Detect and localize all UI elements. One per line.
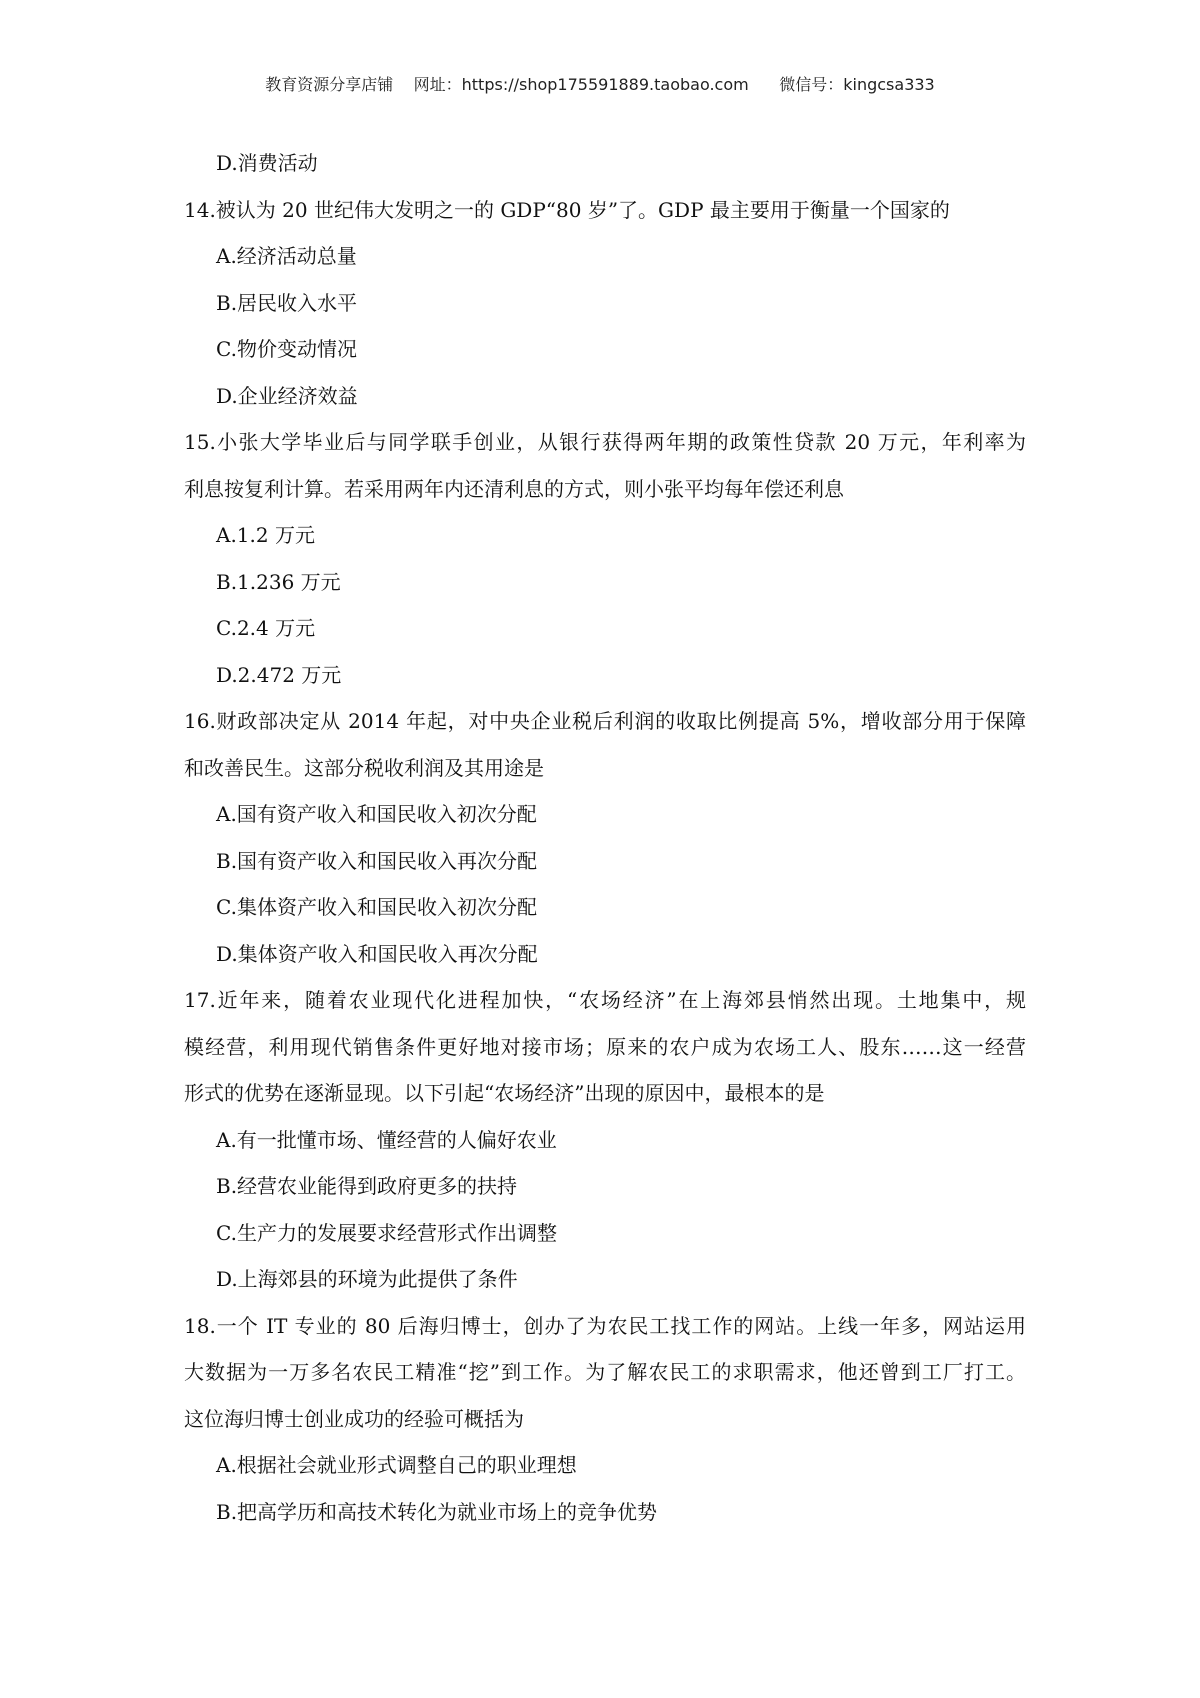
option-line: D.集体资产收入和国民收入再次分配 [216,941,538,966]
question-stem-line: 这位海归博士创业成功的经验可概括为 [184,1406,524,1431]
option-line: C.物价变动情况 [216,337,357,361]
option-line: C.集体资产收入和国民收入初次分配 [216,895,537,919]
option-line: C.生产力的发展要求经营形式作出调整 [216,1220,557,1245]
header-url-label: 网址： [413,75,462,94]
option-line: B.经营农业能得到政府更多的扶持 [216,1174,518,1198]
option-line: A.有一批懂市场、懂经营的人偏好农业 [216,1127,557,1152]
question-stem-line: 利息按复利计算。若采用两年内还清利息的方式，则小张平均每年偿还利息 [184,476,844,501]
header-shop: 教育资源分享店铺 [265,75,394,94]
option-line: A.根据社会就业形式调整自己的职业理想 [216,1453,577,1477]
header-url[interactable]: https://shop175591889.taobao.com [461,75,749,94]
option-line: A.1.2 万元 [216,523,315,547]
question-stem-line: 14.被认为 20 世纪伟大发明之一的 GDP“80 岁”了。GDP 最主要用于衡量一个国家的 [184,197,950,222]
question-stem-line: 模经营，利用现代销售条件更好地对接市场；原来的农户成为农场工人、股东……这一经营 [184,1034,1026,1059]
header-wechat: kingcsa333 [843,75,935,94]
question-stem-line: 形式的优势在逐渐显现。以下引起“农场经济”出现的原因中，最根本的是 [184,1081,825,1105]
option-line: B.1.236 万元 [216,569,341,594]
question-stem-line: 大数据为一万多名农民工精准“挖”到工作。为了解农民工的求职需求，他还曾到工厂打工。 [184,1360,1026,1384]
question-stem-line: 16.财政部决定从 2014 年起，对中央企业税后利润的收取比例提高 5%，增收部分用于保障 [184,709,1026,733]
option-line: D.2.472 万元 [216,662,342,687]
option-line: C.2.4 万元 [216,616,316,640]
question-stem-line: 18.一个 IT 专业的 80 后海归博士，创办了为农民工找工作的网站。上线一年多，网站运用 [184,1313,1026,1338]
header-wechat-label: 微信号： [779,75,844,94]
option-line: B.国有资产收入和国民收入再次分配 [216,848,538,873]
option-line: B.把高学历和高技术转化为就业市场上的竞争优势 [216,1499,658,1524]
question-stem-line: 15.小张大学毕业后与同学联手创业，从银行获得两年期的政策性贷款 20 万元，年利率为 [184,430,1026,454]
option-line: A.经济活动总量 [216,244,357,268]
option-line: B.居民收入水平 [216,290,358,315]
option-line: A.国有资产收入和国民收入初次分配 [216,802,537,826]
option-line: D.消费活动 [216,151,318,175]
document-body [184,140,1026,1535]
question-stem-line: 17.近年来，随着农业现代化进程加快，“农场经济”在上海郊县悄然出现。土地集中，规 [184,988,1026,1012]
page-header [0,72,1200,95]
question-stem-line: 和改善民生。这部分税收利润及其用途是 [184,755,544,780]
option-line: D.企业经济效益 [216,383,358,408]
option-line: D.上海郊县的环境为此提供了条件 [216,1267,518,1291]
